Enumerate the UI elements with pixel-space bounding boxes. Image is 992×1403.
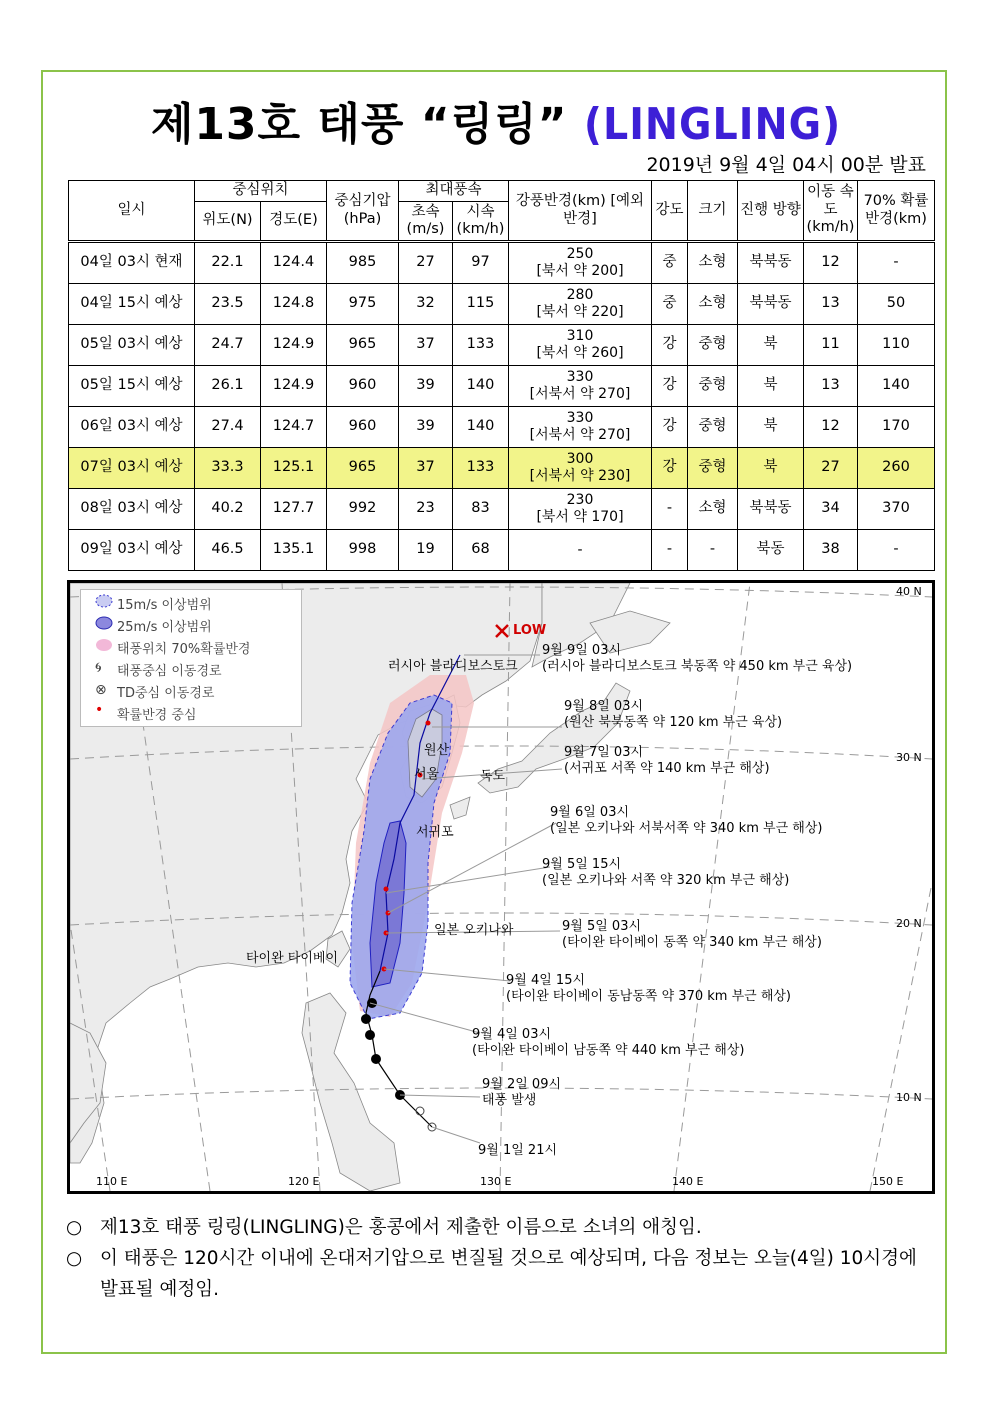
cell-size: 소형 <box>688 284 738 325</box>
td-symbol-icon: ⊗ <box>95 682 107 698</box>
radius-value: 250 <box>566 246 594 263</box>
cell-lat: 33.3 <box>195 448 261 489</box>
typhoon-track-map <box>67 580 935 1194</box>
cell-time: 05일 03시 예상 <box>69 325 195 366</box>
cell-lon: 124.8 <box>261 284 327 325</box>
cell-kmh: 97 <box>453 242 509 284</box>
tick-140e: 140 E <box>672 1175 704 1188</box>
radius-exception: [북서 약 220] <box>536 304 624 320</box>
cell-prob: 110 <box>858 325 935 366</box>
legend-track: 태풍중심 이동경로 <box>117 664 222 679</box>
annotation-0907: 9월 7일 03시 (서귀포 서쪽 약 140 km 부근 해상) <box>564 745 770 777</box>
tick-150e: 150 E <box>872 1175 904 1188</box>
cell-ms: 19 <box>399 530 453 571</box>
cell-lat: 22.1 <box>195 242 261 284</box>
cell-size: - <box>688 530 738 571</box>
cell-size: 중형 <box>688 366 738 407</box>
note-2 <box>66 1243 932 1305</box>
cell-size: 소형 <box>688 489 738 530</box>
col-radius: 강풍반경(km) [예외반경] <box>509 181 652 242</box>
cell-lon: 124.9 <box>261 325 327 366</box>
table-row <box>69 284 935 325</box>
radius-value: 310 <box>566 328 594 345</box>
radius-value: 330 <box>566 369 594 386</box>
cell-dir: 북동 <box>738 530 804 571</box>
radius-exception: [북서 약 200] <box>536 263 624 279</box>
cell-pres: 960 <box>327 366 399 407</box>
cell-lat: 46.5 <box>195 530 261 571</box>
table-row <box>69 366 935 407</box>
table-row <box>69 325 935 366</box>
cell-kmh: 133 <box>453 325 509 366</box>
cell-size: 중형 <box>688 407 738 448</box>
annotation-0902: 9월 2일 09시 태풍 발생 <box>482 1077 562 1109</box>
issue-time: 2019년 9월 4일 04시 00분 발표 <box>646 154 926 176</box>
cell-int: 강 <box>652 366 688 407</box>
legend-15ms: 15m/s 이상범위 <box>117 598 212 613</box>
radius-exception: [서북서 약 270] <box>529 386 631 402</box>
cell-spd: 13 <box>804 366 858 407</box>
table-row <box>69 489 935 530</box>
cell-spd: 12 <box>804 242 858 284</box>
cell-spd: 34 <box>804 489 858 530</box>
cell-spd: 12 <box>804 407 858 448</box>
col-maxwind: 최대풍속 <box>399 181 509 202</box>
col-lat: 위도(N) <box>195 202 261 242</box>
cell-pres: 975 <box>327 284 399 325</box>
place-seogwipo: 서귀포 <box>416 825 454 840</box>
cell-ms: 39 <box>399 407 453 448</box>
radius-value: 330 <box>566 410 594 427</box>
cell-kmh: 83 <box>453 489 509 530</box>
cell-time: 04일 15시 예상 <box>69 284 195 325</box>
annotation-0906: 9월 6일 03시 (일본 오키나와 서북서쪽 약 340 km 부근 해상) <box>550 805 823 837</box>
cell-spd: 11 <box>804 325 858 366</box>
tick-130e: 130 E <box>480 1175 512 1188</box>
note-text: 이 태풍은 120시간 이내에 온대저기압으로 변질될 것으로 예상되며, 다음 정보는 오늘(4일) 10시경에 발표될 예정임. <box>100 1248 917 1300</box>
place-wonsan: 원산 <box>424 743 450 758</box>
annotation-0908: 9월 8일 03시 (원산 북북동쪽 약 120 km 부근 육상) <box>564 699 783 731</box>
legend-25ms: 25m/s 이상범위 <box>117 620 212 635</box>
cell-dir: 북 <box>738 448 804 489</box>
col-direction: 진행 방향 <box>738 181 804 242</box>
cell-lon: 124.4 <box>261 242 327 284</box>
note-bullet: ○ <box>66 1248 83 1269</box>
tick-10n: 10 N <box>896 1091 922 1104</box>
cell-size: 소형 <box>688 242 738 284</box>
radius-value: 300 <box>566 451 594 468</box>
cell-prob: - <box>858 530 935 571</box>
cell-lon: 124.7 <box>261 407 327 448</box>
cell-pres: 960 <box>327 407 399 448</box>
cell-pres: 985 <box>327 242 399 284</box>
note-text: 제13호 태풍 링링(LINGLING)은 홍콩에서 제출한 이름으로 소녀의 애칭임. <box>100 1217 702 1238</box>
cell-prob: - <box>858 242 935 284</box>
cell-prob: 370 <box>858 489 935 530</box>
radius-value: 280 <box>566 287 594 304</box>
cell-prob: 260 <box>858 448 935 489</box>
cell-int: - <box>652 530 688 571</box>
cell-radius <box>509 284 652 325</box>
cell-lat: 24.7 <box>195 325 261 366</box>
cell-time: 09일 03시 예상 <box>69 530 195 571</box>
cell-kmh: 68 <box>453 530 509 571</box>
radius-value: - <box>577 541 583 558</box>
cell-spd: 38 <box>804 530 858 571</box>
cell-pres: 965 <box>327 325 399 366</box>
cell-int: - <box>652 489 688 530</box>
cell-dir: 북 <box>738 407 804 448</box>
cell-int: 중 <box>652 242 688 284</box>
cell-dir: 북 <box>738 366 804 407</box>
col-pressure: 중심기압 (hPa) <box>327 181 399 242</box>
cell-time: 04일 03시 현재 <box>69 242 195 284</box>
radius-value: 230 <box>566 492 594 509</box>
cell-pres: 965 <box>327 448 399 489</box>
cell-prob: 170 <box>858 407 935 448</box>
cell-radius <box>509 325 652 366</box>
title-english: (LINGLING) <box>583 99 842 150</box>
forecast-table <box>68 180 935 571</box>
cell-radius <box>509 530 652 571</box>
place-okinawa: 일본 오키나와 <box>434 923 514 938</box>
cell-size: 중형 <box>688 448 738 489</box>
cell-time: 08일 03시 예상 <box>69 489 195 530</box>
col-size: 크기 <box>688 181 738 242</box>
cell-kmh: 115 <box>453 284 509 325</box>
annotation-0905-03: 9월 5일 03시 (타이완 타이베이 동쪽 약 340 km 부근 해상) <box>562 919 822 951</box>
cell-ms: 37 <box>399 448 453 489</box>
tick-110e: 110 E <box>96 1175 128 1188</box>
cell-prob: 50 <box>858 284 935 325</box>
tick-120e: 120 E <box>288 1175 320 1188</box>
cell-time: 07일 03시 예상 <box>69 448 195 489</box>
cell-lon: 125.1 <box>261 448 327 489</box>
cell-lat: 27.4 <box>195 407 261 448</box>
radius-exception: [북서 약 260] <box>536 345 624 361</box>
map-legend <box>80 589 302 727</box>
cell-int: 강 <box>652 325 688 366</box>
cell-radius <box>509 407 652 448</box>
annotation-0904-03: 9월 4일 03시 (타이완 타이베이 남동쪽 약 440 km 부근 해상) <box>472 1027 745 1059</box>
cell-ms: 37 <box>399 325 453 366</box>
cell-ms: 32 <box>399 284 453 325</box>
cell-dir: 북북동 <box>738 242 804 284</box>
cell-dir: 북북동 <box>738 489 804 530</box>
page-title <box>0 88 992 152</box>
annotation-0904-15: 9월 4일 15시 (타이완 타이베이 동남동쪽 약 370 km 부근 해상) <box>506 973 792 1005</box>
annotation-0901: 9월 1일 21시 <box>478 1143 558 1158</box>
notes <box>66 1212 932 1305</box>
cell-kmh: 140 <box>453 407 509 448</box>
col-lon: 경도(E) <box>261 202 327 242</box>
col-time: 일시 <box>69 181 195 242</box>
table-row <box>69 448 935 489</box>
cell-ms: 23 <box>399 489 453 530</box>
cell-int: 강 <box>652 448 688 489</box>
low-label: LOW <box>513 623 547 638</box>
cell-time: 05일 15시 예상 <box>69 366 195 407</box>
tick-30n: 30 N <box>896 751 922 764</box>
table-row <box>69 242 935 284</box>
place-taipei: 타이완 타이베이 <box>246 951 339 966</box>
cell-lon: 124.9 <box>261 366 327 407</box>
place-vladivostok: 러시아 블라디보스토크 <box>388 659 518 674</box>
place-seoul: 서울 <box>414 767 440 782</box>
cell-pres: 998 <box>327 530 399 571</box>
cell-radius <box>509 489 652 530</box>
cell-radius <box>509 242 652 284</box>
cell-lat: 26.1 <box>195 366 261 407</box>
col-speed: 이동 속도 (km/h) <box>804 181 858 242</box>
col-intensity: 강도 <box>652 181 688 242</box>
cell-pres: 992 <box>327 489 399 530</box>
cell-int: 강 <box>652 407 688 448</box>
cell-radius <box>509 448 652 489</box>
cell-size: 중형 <box>688 325 738 366</box>
table-row <box>69 530 935 571</box>
cell-spd: 13 <box>804 284 858 325</box>
legend-center: 확률반경 중심 <box>117 708 197 723</box>
legend-td: TD중심 이동경로 <box>117 686 215 701</box>
typhoon-symbol-icon: 🌀︎ <box>95 660 102 676</box>
cell-ms: 39 <box>399 366 453 407</box>
cell-ms: 27 <box>399 242 453 284</box>
note-1 <box>66 1212 932 1243</box>
cell-lat: 23.5 <box>195 284 261 325</box>
cell-prob: 140 <box>858 366 935 407</box>
cell-time: 06일 03시 예상 <box>69 407 195 448</box>
cell-radius <box>509 366 652 407</box>
cell-spd: 27 <box>804 448 858 489</box>
cell-int: 중 <box>652 284 688 325</box>
col-kmh: 시속 (km/h) <box>453 202 509 242</box>
place-dokdo: 독도 <box>480 769 506 784</box>
legend-prob: 태풍위치 70%확률반경 <box>117 642 251 657</box>
table-row <box>69 407 935 448</box>
cell-lat: 40.2 <box>195 489 261 530</box>
note-bullet: ○ <box>66 1217 83 1238</box>
cell-kmh: 140 <box>453 366 509 407</box>
col-prob-radius: 70% 확률 반경(km) <box>858 181 935 242</box>
col-ms: 초속 (m/s) <box>399 202 453 242</box>
title-korean: 제13호 태풍 “링링” <box>150 99 568 150</box>
annotation-0909: 9월 9일 03시 (러시아 블라디보스토크 북동쪽 약 450 km 부근 육상) <box>542 643 853 675</box>
cell-dir: 북북동 <box>738 284 804 325</box>
radius-exception: [서북서 약 230] <box>529 468 631 484</box>
tick-20n: 20 N <box>896 917 922 930</box>
cell-kmh: 133 <box>453 448 509 489</box>
radius-exception: [서북서 약 270] <box>529 427 631 443</box>
cell-lon: 127.7 <box>261 489 327 530</box>
radius-exception: [북서 약 170] <box>536 509 624 525</box>
tick-40n: 40 N <box>896 585 922 598</box>
center-dot-icon: • <box>95 702 104 718</box>
cell-dir: 북 <box>738 325 804 366</box>
cell-lon: 135.1 <box>261 530 327 571</box>
annotation-0905-15: 9월 5일 15시 (일본 오키나와 서쪽 약 320 km 부근 해상) <box>542 857 790 889</box>
col-center: 중심위치 <box>195 181 327 202</box>
